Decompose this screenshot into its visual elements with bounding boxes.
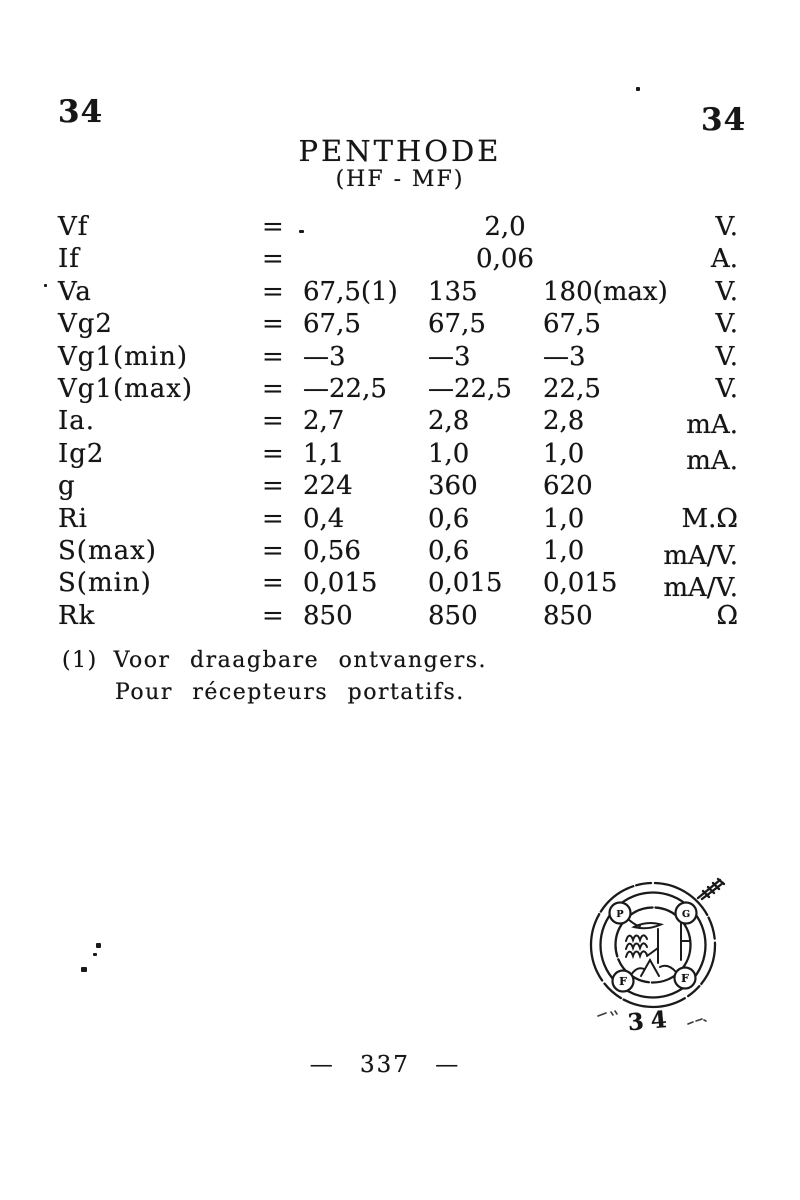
- page-number-left: 34: [58, 94, 104, 130]
- footnote-marker: (1): [62, 648, 98, 673]
- table-row: [0, 600, 800, 632]
- equals-sign: =: [262, 503, 284, 534]
- value-2: 135: [428, 276, 478, 307]
- value-3: —3: [543, 341, 586, 372]
- equals-sign: =: [262, 438, 284, 469]
- diagram-caption: 34: [626, 1005, 675, 1037]
- value-3: 180(max): [543, 276, 668, 307]
- value-2: 67,5: [428, 309, 486, 340]
- row-label: If: [58, 244, 80, 275]
- value-2: 1,0: [428, 438, 470, 469]
- table-row: [0, 470, 800, 502]
- page-number-right: 34: [701, 102, 747, 138]
- unit: M.Ω: [681, 503, 738, 534]
- page-title: PENTHODE: [298, 134, 502, 168]
- table-row: [0, 535, 800, 571]
- table-row: [0, 211, 800, 243]
- unit: V.: [715, 276, 738, 307]
- value-1: 850: [303, 600, 353, 631]
- grid-coil-icon: [626, 951, 647, 957]
- value-2: 850: [428, 600, 478, 631]
- unit: A.: [710, 244, 738, 275]
- value-1: 0,015: [303, 568, 378, 599]
- pin-label-top-right: G: [681, 909, 691, 920]
- row-label: S(max): [58, 535, 157, 566]
- value-3: 22,5: [543, 373, 601, 404]
- row-label: Vg1(max): [58, 373, 194, 404]
- equals-sign: =: [262, 535, 284, 566]
- equals-sign: =: [262, 406, 284, 437]
- unit: V.: [715, 309, 738, 340]
- page-subtitle: (HF - MF): [335, 167, 465, 192]
- footnote-text-dutch: Voor draagbare ontvangers.: [113, 648, 488, 673]
- pin-label-bottom-left: F: [619, 975, 627, 988]
- unit: mA/V.: [663, 540, 738, 571]
- row-label: Vg1(min): [58, 341, 188, 372]
- value-3: 2,8: [543, 406, 585, 437]
- anode-icon: [634, 923, 661, 928]
- top-cap-lead-icon: [698, 879, 724, 899]
- tube-base-diagram: [584, 866, 754, 1044]
- table-row: [0, 503, 800, 535]
- footnote: [62, 645, 487, 709]
- unit: V.: [715, 212, 738, 242]
- footnote-line-1: [62, 645, 487, 677]
- value-center: 2,0: [484, 212, 526, 242]
- value-1: 67,5: [303, 309, 361, 340]
- value-1: 224: [303, 471, 353, 502]
- value-3: 1,0: [543, 438, 585, 469]
- value-3: 67,5: [543, 309, 601, 340]
- footer-page-number: — 337 —: [309, 1052, 461, 1078]
- equals-sign: =: [262, 309, 284, 340]
- grid-coil-icon: [626, 943, 647, 949]
- row-label: Vg2: [58, 309, 113, 340]
- pin-label-bottom-right: F: [681, 972, 689, 985]
- value-3: 620: [543, 471, 593, 502]
- value-1: —3: [303, 341, 346, 372]
- value-2: 0,015: [428, 568, 503, 599]
- row-label: S(min): [58, 568, 152, 599]
- unit: V.: [715, 373, 738, 404]
- value-2: 0,6: [428, 535, 470, 566]
- scan-speck: [636, 87, 640, 91]
- scan-speck: [299, 230, 304, 233]
- equals-sign: =: [262, 276, 284, 307]
- table-row: [0, 276, 800, 308]
- value-1: 67,5(1): [303, 276, 398, 307]
- unit: Ω: [716, 600, 738, 631]
- footnote-text-french: Pour récepteurs portatifs.: [115, 680, 465, 705]
- scan-speck: [96, 943, 101, 948]
- value-2: 2,8: [428, 406, 470, 437]
- value-2: 0,6: [428, 503, 470, 534]
- row-label: Ri: [58, 503, 88, 534]
- table-row: [0, 243, 800, 275]
- value-3: 1,0: [543, 535, 585, 566]
- table-row: [0, 308, 800, 340]
- equals-sign: =: [262, 244, 284, 275]
- value-center: 0,06: [476, 244, 534, 275]
- row-label: Ig2: [58, 438, 105, 469]
- equals-sign: =: [262, 600, 284, 631]
- value-1: 1,1: [303, 438, 345, 469]
- equals-sign: =: [262, 212, 284, 242]
- value-1: —22,5: [303, 373, 387, 404]
- value-3: 1,0: [543, 503, 585, 534]
- equals-sign: =: [262, 568, 284, 599]
- unit: mA.: [686, 445, 738, 476]
- row-label: Ia.: [58, 406, 96, 437]
- scan-speck: [81, 967, 87, 972]
- value-1: 0,4: [303, 503, 345, 534]
- spec-table: [0, 211, 800, 632]
- scan-speck: [44, 284, 47, 287]
- row-label: Vf: [58, 212, 89, 242]
- value-2: 360: [428, 471, 478, 502]
- value-2: —22,5: [428, 373, 512, 404]
- table-row: [0, 341, 800, 373]
- outer-ring: [591, 883, 715, 1007]
- row-label: Va: [58, 276, 92, 307]
- unit: V.: [715, 341, 738, 372]
- table-row: [0, 438, 800, 476]
- value-1: 2,7: [303, 406, 345, 437]
- value-3: 850: [543, 600, 593, 631]
- value-3: 0,015: [543, 568, 618, 599]
- equals-sign: =: [262, 341, 284, 372]
- table-row: [0, 405, 800, 441]
- equals-sign: =: [262, 373, 284, 404]
- unit: mA/V.: [663, 573, 738, 604]
- row-label: Rk: [58, 600, 96, 631]
- row-label: g: [58, 471, 76, 502]
- value-1: 0,56: [303, 535, 361, 566]
- unit: mA.: [686, 410, 738, 441]
- scan-speck: [93, 953, 97, 956]
- equals-sign: =: [262, 471, 284, 502]
- value-2: —3: [428, 341, 471, 372]
- grid-coil-icon: [626, 935, 647, 941]
- pin-label-top-left: P: [616, 909, 624, 920]
- table-row: [0, 373, 800, 405]
- table-row: [0, 567, 800, 604]
